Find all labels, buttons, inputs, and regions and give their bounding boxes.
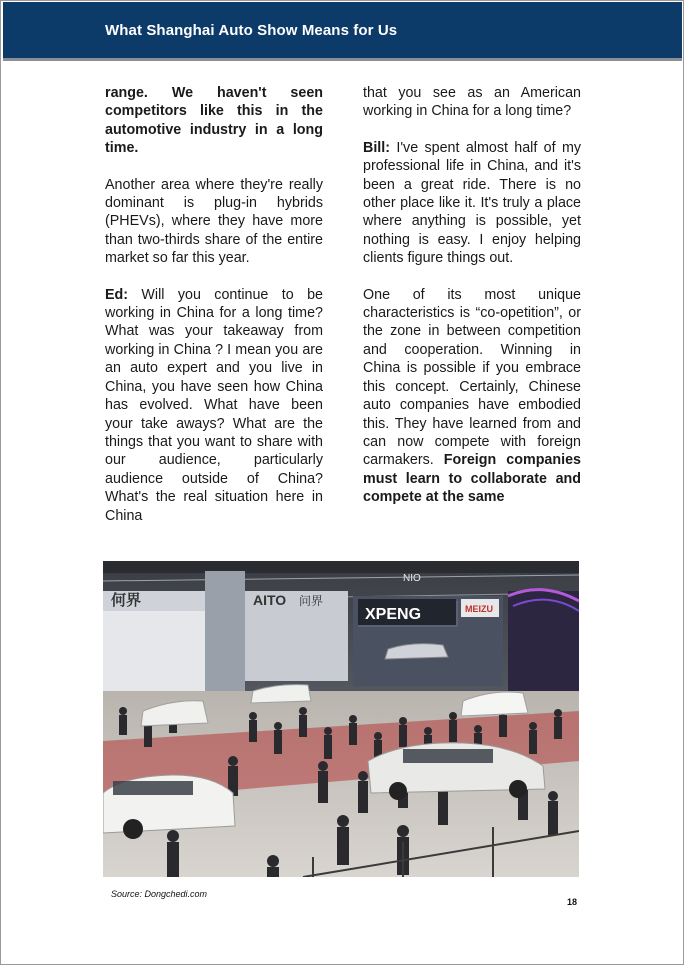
sign-aito: AITO: [253, 592, 287, 608]
speaker-ed: Ed:: [105, 286, 129, 303]
sign-hejie: 何界: [111, 592, 142, 609]
sign-meizu: MEIZU: [465, 604, 493, 614]
right-paragraph-3: [363, 286, 581, 507]
co-opetition-text: One of its most unique characteristics is “co-opetition”, or the zone in between competition and cooperation. Winning in China is possible if you embrace this concept. Certainly, Chinese auto companies have embodied this. They have learned from and can now compete with foreign carmakers.: [363, 286, 581, 469]
auto-show-illustration: [103, 561, 579, 877]
ed-question: Will you continue to be working in China for a long time? What was your takeaway from working in China ? I mean you are an auto expert and you live in China, you have seen how China has evolved. What have been your take aways? What are the things that you want to share with our audience, particularly audience outside of China? What's the real situation here in China: [105, 286, 323, 524]
page-header: [3, 2, 682, 61]
sign-wenjie: 问界: [299, 594, 324, 608]
right-column: [363, 84, 581, 525]
page-number: 18: [567, 897, 578, 907]
bill-answer: I've spent almost half of my professional life in China, and it's been a great ride. There is no other place like it. It's truly a place where anything is possible, yet nothing is easy. I enjoy helping clients figure things out.: [363, 139, 581, 267]
sign-nio: NIO: [403, 573, 421, 584]
right-paragraph-2: [363, 139, 581, 268]
right-paragraph-1: that you see as an American working in China for a long time?: [363, 85, 581, 120]
left-paragraph-2: Another area where they're really dominant is plug-in hybrids (PHEVs), where they have more than two-thirds share of the entire market so far this year.: [105, 176, 323, 267]
bold-conclusion: Foreign companies must learn to collaborate and compete at the same: [363, 452, 581, 506]
left-paragraph-1: range. We haven't seen competitors like this in the automotive industry in a long time.: [105, 85, 323, 157]
left-paragraph-3: [105, 286, 323, 525]
sign-xpeng: XPENG: [365, 606, 422, 623]
page-title: What Shanghai Auto Show Means for Us: [105, 22, 398, 39]
auto-show-photo: [103, 561, 579, 877]
left-column: [105, 84, 323, 543]
photo-source-caption: Source: Dongchedi.com: [111, 889, 208, 899]
speaker-bill: Bill:: [363, 139, 391, 156]
